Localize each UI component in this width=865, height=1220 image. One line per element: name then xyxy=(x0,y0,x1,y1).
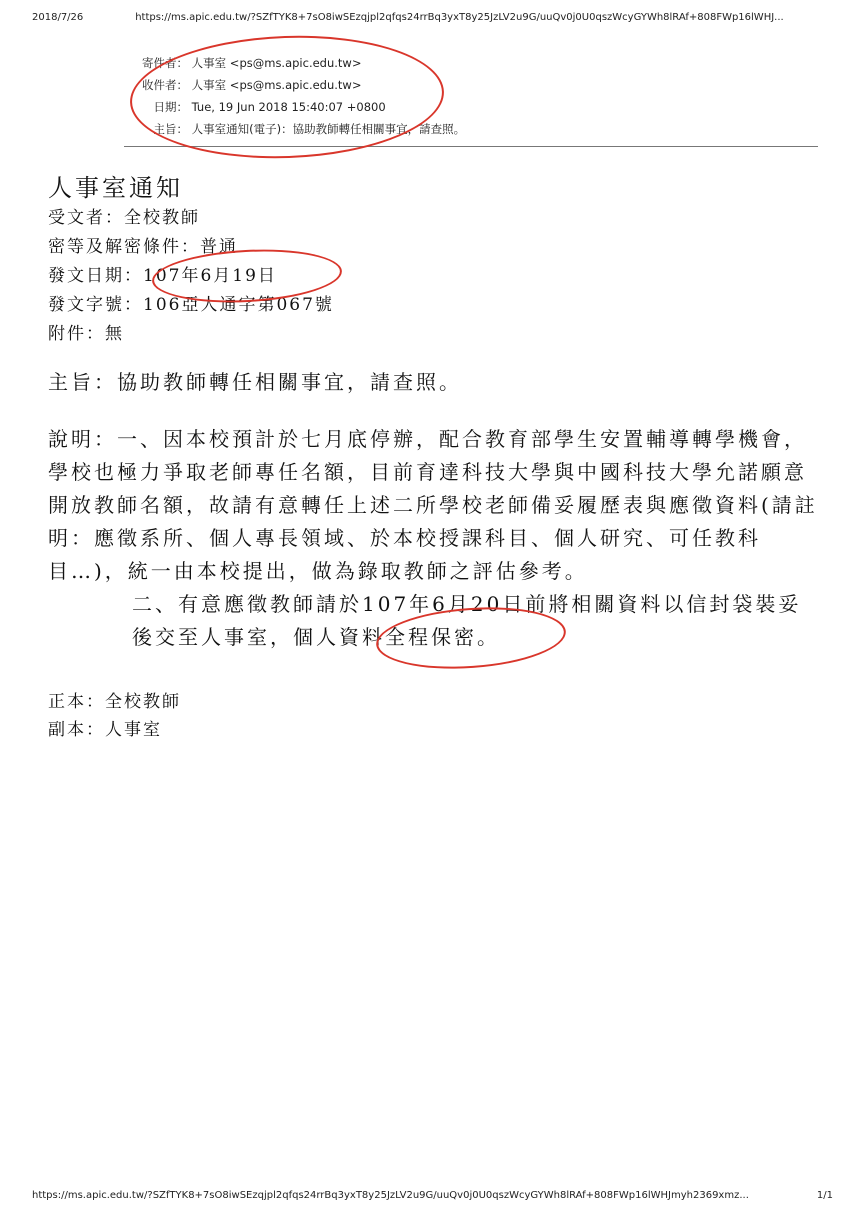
original-row xyxy=(48,688,828,716)
copy-label: 副本： xyxy=(48,720,105,740)
to-label: 收件者： xyxy=(142,78,188,92)
print-url[interactable]: https://ms.apic.edu.tw/?SZfTYK8+7sO8iwSEzqjpl2qfqs24rrBq3yxT8y25JzLV2u9G/uuQv0j0U0qszWcyGYWh8lRAf+808FWp16lWHJ... xyxy=(135,12,784,23)
description-item-2-date: 107年6月20日 xyxy=(362,592,526,616)
classification-label: 密等及解密條件： xyxy=(48,237,200,257)
subject-value: 人事室通知(電子)：協助教師轉任相關事宜，請查照。 xyxy=(191,122,466,136)
to-value[interactable]: 人事室 <ps@ms.apic.edu.tw> xyxy=(191,78,362,92)
notice-subject xyxy=(48,367,828,397)
notice-subject-value: 協助教師轉任相關事宜，請查照。 xyxy=(117,370,462,394)
copy-value: 人事室 xyxy=(105,720,162,740)
subject-label: 主旨： xyxy=(153,122,188,136)
date-value: Tue, 19 Jun 2018 15:40:07 +0800 xyxy=(191,100,386,114)
recipient-label: 受文者： xyxy=(48,208,124,228)
doc-number-value: 106亞人通字第067號 xyxy=(143,295,334,315)
header-divider xyxy=(124,146,818,147)
mail-subject-row xyxy=(134,118,465,140)
classification-row xyxy=(48,233,828,262)
mail-date-row xyxy=(134,96,465,118)
issue-date-label: 發文日期： xyxy=(48,266,143,286)
notice-title: 人事室通知 xyxy=(48,174,183,202)
recipient-row xyxy=(48,204,828,233)
print-header xyxy=(32,12,843,23)
classification-value: 普通 xyxy=(200,237,238,257)
original-value: 全校教師 xyxy=(105,692,181,712)
notice-description xyxy=(48,423,828,654)
notice-meta xyxy=(48,204,828,349)
footer-url[interactable]: https://ms.apic.edu.tw/?SZfTYK8+7sO8iwSEzqjpl2qfqs24rrBq3yxT8y25JzLV2u9G/uuQv0j0U0qszWcyGYWh8lRAf+808FWp16lWHJmyh2369xmz... xyxy=(32,1190,749,1201)
distribution xyxy=(48,688,828,744)
print-footer xyxy=(32,1190,843,1201)
copy-row xyxy=(48,716,828,744)
description-item-1-text: 一、因本校預計於七月底停辦，配合教育部學生安置輔導轉學機會，學校也極力爭取老師專任名額，目前育達科技大學與中國科技大學允諾願意開放教師名額，故請有意轉任上述二所學校老師備妥履歷表與應徵資料(請註明：應徵系所、個人專長領域、於本校授課科目、個人研究、可任教科目…)，統一由本校提出，做為錄取教師之評估參考。 xyxy=(48,427,818,583)
attachment-value: 無 xyxy=(105,324,124,344)
doc-number-label: 發文字號： xyxy=(48,295,143,315)
description-item-2 xyxy=(132,588,822,654)
recipient-value: 全校教師 xyxy=(124,208,200,228)
description-item-1 xyxy=(48,423,822,588)
doc-number-row xyxy=(48,291,828,320)
issue-date-row xyxy=(48,262,828,291)
print-date: 2018/7/26 xyxy=(32,12,84,23)
date-label: 日期： xyxy=(153,100,188,114)
mail-from-row xyxy=(134,52,465,74)
from-value[interactable]: 人事室 <ps@ms.apic.edu.tw> xyxy=(191,56,362,70)
page-number: 1/1 xyxy=(816,1190,833,1201)
mail-to-row xyxy=(134,74,465,96)
original-label: 正本： xyxy=(48,692,105,712)
description-label: 說明： xyxy=(48,427,117,451)
description-item-2-pre: 二、有意應徵教師請於 xyxy=(132,592,362,616)
mail-headers xyxy=(134,52,465,140)
notice-subject-label: 主旨： xyxy=(48,370,117,394)
attachment-row xyxy=(48,320,828,349)
from-label: 寄件者： xyxy=(142,56,188,70)
attachment-label: 附件： xyxy=(48,324,105,344)
description-item-2-post: 前將相關資料以信封袋裝妥後交至人事室，個人資料全程保密。 xyxy=(132,592,802,649)
notice-body xyxy=(48,172,828,744)
issue-date-value: 107年6月19日 xyxy=(143,266,277,286)
